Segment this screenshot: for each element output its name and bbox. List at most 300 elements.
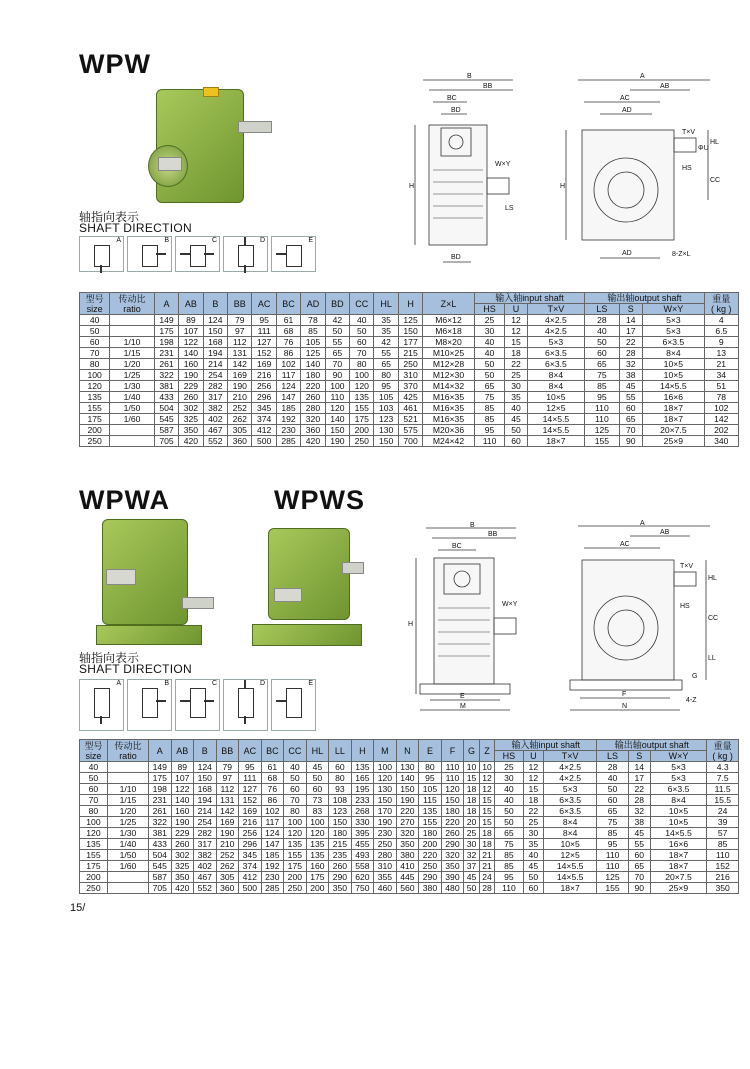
table-cell: M6×18 [423, 326, 474, 337]
table-cell: 112 [228, 337, 252, 348]
col-header: BC [276, 293, 300, 315]
table-cell: 107 [179, 326, 203, 337]
table-cell: 142 [216, 806, 239, 817]
table-cell: 169 [252, 359, 276, 370]
svg-text:AC: AC [620, 95, 630, 102]
table-cell: 268 [351, 806, 374, 817]
input-col-header: HS [474, 304, 505, 315]
table-cell: 345 [239, 850, 262, 861]
table-cell: 14×5.5 [544, 861, 597, 872]
svg-text:CC: CC [708, 615, 719, 622]
table-cell: 10×5 [544, 839, 597, 850]
table-cell: 552 [194, 883, 217, 894]
table-cell: 124 [203, 315, 227, 326]
table-cell: 8×4 [643, 348, 705, 359]
table-cell: 152 [239, 795, 262, 806]
table-cell: 122 [171, 784, 194, 795]
table-cell: M8×20 [423, 337, 474, 348]
table-cell: 51 [704, 381, 738, 392]
table-cell: 50 [597, 784, 629, 795]
direction-d-diagram-2: D [223, 679, 268, 731]
table-cell: 310 [398, 370, 422, 381]
wpwa-side-drawing [408, 522, 538, 722]
table-row [80, 839, 739, 850]
table-cell: M12×30 [423, 370, 474, 381]
table-cell: 500 [252, 436, 276, 447]
table-cell: 28 [628, 795, 650, 806]
table-cell: 250 [419, 861, 442, 872]
table-cell: 111 [239, 773, 262, 784]
table-cell: 155 [80, 850, 108, 861]
table-cell: 177 [398, 337, 422, 348]
table-cell: 10 [479, 762, 495, 773]
size-header: 型号 size [80, 293, 110, 315]
table-cell: 25×9 [643, 436, 705, 447]
direction-d-diagram: D [223, 236, 268, 272]
table-cell: 147 [261, 839, 284, 850]
table-cell: 80 [374, 370, 398, 381]
table-cell: 290 [329, 872, 352, 883]
table-row [80, 828, 739, 839]
table-cell: 110 [325, 392, 349, 403]
shaft-direction-diagrams-2 [79, 679, 316, 731]
svg-text:T×V: T×V [680, 563, 694, 570]
table-cell: 127 [239, 784, 262, 795]
svg-text:A: A [640, 520, 645, 527]
col-header: B [203, 293, 227, 315]
table-cell: 195 [351, 784, 374, 795]
table-cell: 65 [325, 348, 349, 359]
table-cell: 131 [216, 795, 239, 806]
table-cell: 160 [171, 806, 194, 817]
table-cell: 250 [350, 436, 374, 447]
table-cell: 5×3 [643, 326, 705, 337]
table-cell: 32 [619, 359, 643, 370]
col-header: Z×L [423, 293, 474, 315]
table-row [80, 795, 739, 806]
direction-b-diagram: B [127, 236, 172, 272]
table-cell: 93 [329, 784, 352, 795]
table-cell: 15 [479, 817, 495, 828]
table-cell: 194 [194, 795, 217, 806]
table-cell: 350 [171, 872, 194, 883]
table-cell: 155 [585, 436, 619, 447]
table-cell: 12 [479, 784, 495, 795]
table-cell: 220 [419, 850, 442, 861]
table-cell: 5×3 [544, 784, 597, 795]
table-cell: 131 [228, 348, 252, 359]
table-row [80, 414, 739, 425]
table-cell: 14×5.5 [527, 425, 585, 436]
table-cell: 30 [464, 839, 480, 850]
table-cell: 140 [325, 414, 349, 425]
col-header: CC [350, 293, 374, 315]
table-cell: 185 [261, 850, 284, 861]
table-cell: 750 [351, 883, 374, 894]
table-cell: 374 [239, 861, 262, 872]
table-cell: 125 [597, 872, 629, 883]
ratio-header: 传动比 ratio [110, 293, 155, 315]
table-cell: 200 [284, 872, 307, 883]
table-cell: 140 [179, 348, 203, 359]
table-cell: 250 [80, 436, 110, 447]
table-cell: 320 [441, 850, 464, 861]
table-cell: 10 [464, 762, 480, 773]
table-cell: 24 [479, 872, 495, 883]
table-cell: 190 [228, 381, 252, 392]
table-cell: 50 [306, 773, 329, 784]
wpw-spec-table [79, 292, 739, 447]
table-cell: 89 [171, 762, 194, 773]
ratio-cell: 1/15 [110, 348, 155, 359]
ratio-cell: 1/25 [110, 370, 155, 381]
input-col-header: HS [495, 751, 523, 762]
table-cell: 168 [194, 784, 217, 795]
table-cell: 25 [474, 315, 505, 326]
table-cell: 290 [419, 872, 442, 883]
table-cell: 135 [80, 392, 110, 403]
table-cell: 5×3 [650, 773, 707, 784]
table-cell: 142 [228, 359, 252, 370]
svg-text:BD: BD [451, 254, 461, 261]
table-cell: 185 [276, 403, 300, 414]
table-cell: 61 [276, 315, 300, 326]
table-cell: 180 [419, 828, 442, 839]
table-cell: 395 [351, 828, 374, 839]
table-cell: 124 [194, 762, 217, 773]
table-cell: 390 [441, 872, 464, 883]
table-cell: 229 [179, 381, 203, 392]
svg-text:BD: BD [451, 107, 461, 114]
table-cell: 254 [203, 370, 227, 381]
table-cell: 70 [628, 872, 650, 883]
table-cell: 412 [239, 872, 262, 883]
table-cell: 190 [325, 436, 349, 447]
svg-text:HS: HS [682, 165, 692, 172]
table-cell: 120 [374, 773, 397, 784]
table-row [80, 762, 739, 773]
table-cell: 12 [523, 773, 543, 784]
table-cell: 68 [276, 326, 300, 337]
table-cell: 17 [628, 773, 650, 784]
table-cell: 120 [306, 828, 329, 839]
col-header: A [149, 740, 172, 762]
table-cell: 5×3 [650, 762, 707, 773]
ratio-cell: 1/10 [107, 784, 148, 795]
table-cell: 190 [216, 828, 239, 839]
wpw-front-drawing [560, 70, 720, 270]
table-cell: 229 [171, 828, 194, 839]
table-cell: 16×6 [650, 839, 707, 850]
table-cell: 262 [228, 414, 252, 425]
table-cell: 455 [351, 839, 374, 850]
wpw-product-photo [148, 85, 270, 205]
table-cell: 28 [479, 883, 495, 894]
table-cell: 705 [154, 436, 178, 447]
table-cell: 285 [276, 436, 300, 447]
table-cell: 80 [80, 806, 108, 817]
table-cell: 231 [149, 795, 172, 806]
svg-text:AC: AC [620, 541, 630, 548]
table-cell: 381 [154, 381, 178, 392]
table-cell: 60 [597, 795, 629, 806]
output-shaft-header: 输出轴output shaft [585, 293, 704, 304]
table-cell: 100 [350, 370, 374, 381]
svg-text:W×Y: W×Y [502, 601, 518, 608]
table-cell: 296 [239, 839, 262, 850]
table-cell: 85 [597, 828, 629, 839]
table-cell: 149 [154, 315, 178, 326]
table-cell: 420 [171, 883, 194, 894]
input-shaft-header: 输入轴input shaft [474, 293, 585, 304]
table-cell: 175 [154, 326, 178, 337]
table-cell: 433 [149, 839, 172, 850]
table-cell: 155 [597, 883, 629, 894]
table-cell: 215 [329, 839, 352, 850]
table-cell: 108 [329, 795, 352, 806]
table-cell: 360 [216, 883, 239, 894]
table-cell: 230 [276, 425, 300, 436]
table-cell: 150 [329, 817, 352, 828]
table-row [80, 784, 739, 795]
table-cell: 545 [154, 414, 178, 425]
col-header: LL [329, 740, 352, 762]
table-cell: 220 [441, 817, 464, 828]
table-cell: 38 [619, 370, 643, 381]
table-cell: 28 [619, 348, 643, 359]
table-cell: 8×4 [650, 795, 707, 806]
table-cell: 705 [149, 883, 172, 894]
table-cell: 122 [179, 337, 203, 348]
direction-e-diagram: E [271, 236, 316, 272]
table-cell: 61 [261, 762, 284, 773]
table-cell: 123 [374, 414, 398, 425]
table-cell: 120 [284, 828, 307, 839]
table-cell: 22 [619, 337, 643, 348]
ratio-cell: 1/20 [107, 806, 148, 817]
table-cell: 24 [707, 806, 739, 817]
table-cell: 155 [284, 850, 307, 861]
table-cell: 110 [585, 414, 619, 425]
weight-header: 重量 ( kg ) [707, 740, 739, 762]
table-cell: 200 [306, 883, 329, 894]
svg-text:LS: LS [505, 205, 514, 212]
table-cell: 296 [252, 392, 276, 403]
table-cell: 95 [239, 762, 262, 773]
table-cell: 16×6 [643, 392, 705, 403]
output-col-header: S [628, 751, 650, 762]
table-cell: 60 [80, 337, 110, 348]
table-cell: 40 [523, 850, 543, 861]
table-cell: 155 [80, 403, 110, 414]
table-row [80, 359, 739, 370]
table-cell: 135 [306, 850, 329, 861]
table-cell: 10×5 [643, 370, 705, 381]
table-row [80, 337, 739, 348]
table-cell: 11.5 [707, 784, 739, 795]
table-cell: 552 [203, 436, 227, 447]
col-header: HL [374, 293, 398, 315]
table-cell: 320 [396, 828, 419, 839]
svg-text:HL: HL [708, 575, 717, 582]
table-cell: 117 [276, 370, 300, 381]
table-cell: 40 [495, 795, 523, 806]
table-cell: 18 [505, 348, 527, 359]
table-cell: 102 [276, 359, 300, 370]
shaft-direction-diagrams [79, 236, 316, 272]
svg-text:4-Z: 4-Z [686, 697, 697, 704]
table-cell: 360 [301, 425, 325, 436]
table-cell: 112 [216, 784, 239, 795]
table-cell: 18 [464, 806, 480, 817]
table-cell: 149 [149, 762, 172, 773]
svg-text:B: B [467, 73, 472, 80]
ratio-cell: 1/15 [107, 795, 148, 806]
table-cell: 135 [80, 839, 108, 850]
table-cell: 558 [351, 861, 374, 872]
table-cell: 90 [619, 436, 643, 447]
table-cell: 198 [154, 337, 178, 348]
table-cell: 60 [619, 403, 643, 414]
table-cell: M16×35 [423, 414, 474, 425]
table-cell: 70 [350, 348, 374, 359]
table-cell: 28 [597, 762, 629, 773]
table-cell: 4×2.5 [544, 762, 597, 773]
svg-text:E: E [460, 693, 465, 700]
table-cell: 192 [261, 861, 284, 872]
table-cell: 45 [306, 762, 329, 773]
shaft-direction-en-2: SHAFT DIRECTION [79, 662, 192, 676]
ratio-cell: 1/25 [107, 817, 148, 828]
table-cell: M14×32 [423, 381, 474, 392]
table-cell: 60 [585, 348, 619, 359]
table-cell: 382 [194, 850, 217, 861]
table-cell: 14 [619, 315, 643, 326]
table-cell: 175 [80, 861, 108, 872]
table-cell: 25 [464, 828, 480, 839]
table-row [80, 806, 739, 817]
svg-text:W×Y: W×Y [495, 161, 511, 168]
table-row [80, 773, 739, 784]
table-cell: 18×7 [650, 861, 707, 872]
table-cell: M10×25 [423, 348, 474, 359]
table-cell: 70 [619, 425, 643, 436]
svg-text:H: H [409, 183, 415, 190]
table-cell: 85 [474, 403, 505, 414]
table-cell: 270 [396, 817, 419, 828]
table-cell: 65 [474, 381, 505, 392]
table-cell: 214 [203, 359, 227, 370]
table-cell: 4×2.5 [527, 326, 585, 337]
table-cell: 14×5.5 [527, 414, 585, 425]
table-cell: 50 [474, 359, 505, 370]
table-cell: 252 [216, 850, 239, 861]
table-cell: 402 [194, 861, 217, 872]
table-cell: 70 [80, 795, 108, 806]
table-cell: 110 [441, 762, 464, 773]
table-cell: 38 [628, 817, 650, 828]
table-cell: 30 [523, 828, 543, 839]
shaft-direction-en: SHAFT DIRECTION [79, 221, 192, 235]
table-cell: 150 [203, 326, 227, 337]
table-cell: 120 [441, 784, 464, 795]
table-cell: 65 [628, 861, 650, 872]
table-cell: 8×4 [544, 817, 597, 828]
col-header: B [194, 740, 217, 762]
table-cell: 55 [619, 392, 643, 403]
table-cell: 350 [707, 883, 739, 894]
table-cell: 256 [252, 381, 276, 392]
table-cell: 57 [707, 828, 739, 839]
table-cell: 587 [149, 872, 172, 883]
table-cell: 25×9 [650, 883, 707, 894]
table-cell: 50 [495, 817, 523, 828]
table-cell: 60 [505, 436, 527, 447]
table-row [80, 403, 739, 414]
table-cell: 40 [474, 337, 505, 348]
table-cell: 120 [80, 381, 110, 392]
table-cell: 420 [179, 436, 203, 447]
table-cell: 135 [284, 839, 307, 850]
output-col-header: LS [585, 304, 619, 315]
table-row [80, 326, 739, 337]
output-shaft-header: 输出轴output shaft [597, 740, 707, 751]
table-cell: 155 [419, 817, 442, 828]
output-col-header: W×Y [650, 751, 707, 762]
direction-c-diagram-2: C [175, 679, 220, 731]
table-cell: 180 [441, 806, 464, 817]
table-cell: 105 [419, 784, 442, 795]
svg-text:AB: AB [660, 529, 670, 536]
table-cell: 125 [301, 348, 325, 359]
col-header: AC [252, 293, 276, 315]
table-cell: 285 [261, 883, 284, 894]
table-cell: 152 [252, 348, 276, 359]
direction-a-diagram: A [79, 236, 124, 272]
output-col-header: W×Y [643, 304, 705, 315]
table-cell: 250 [80, 883, 108, 894]
table-cell: 350 [329, 883, 352, 894]
table-cell: 230 [374, 828, 397, 839]
table-cell: 75 [474, 392, 505, 403]
table-cell: 85 [495, 861, 523, 872]
table-cell: 80 [350, 359, 374, 370]
table-cell: 320 [301, 414, 325, 425]
table-cell: 150 [396, 784, 419, 795]
table-cell: 15 [505, 337, 527, 348]
table-cell: 198 [149, 784, 172, 795]
table-cell: 150 [194, 773, 217, 784]
table-cell: 68 [261, 773, 284, 784]
table-cell: 79 [228, 315, 252, 326]
table-cell: 79 [216, 762, 239, 773]
table-cell: 330 [351, 817, 374, 828]
table-cell: 345 [252, 403, 276, 414]
wpws-title: WPWS [274, 485, 365, 515]
table-cell: 214 [194, 806, 217, 817]
table-cell: 322 [149, 817, 172, 828]
table-cell: 175 [149, 773, 172, 784]
table-cell: 261 [154, 359, 178, 370]
page-number: 15/ [70, 902, 86, 914]
table-cell: 32 [464, 850, 480, 861]
input-col-header: U [523, 751, 543, 762]
shaft-direction-cn: 轴指向表示 [79, 210, 140, 224]
table-cell: 45 [628, 828, 650, 839]
table-row [80, 348, 739, 359]
ratio-cell [107, 872, 148, 883]
table-cell: 150 [325, 425, 349, 436]
